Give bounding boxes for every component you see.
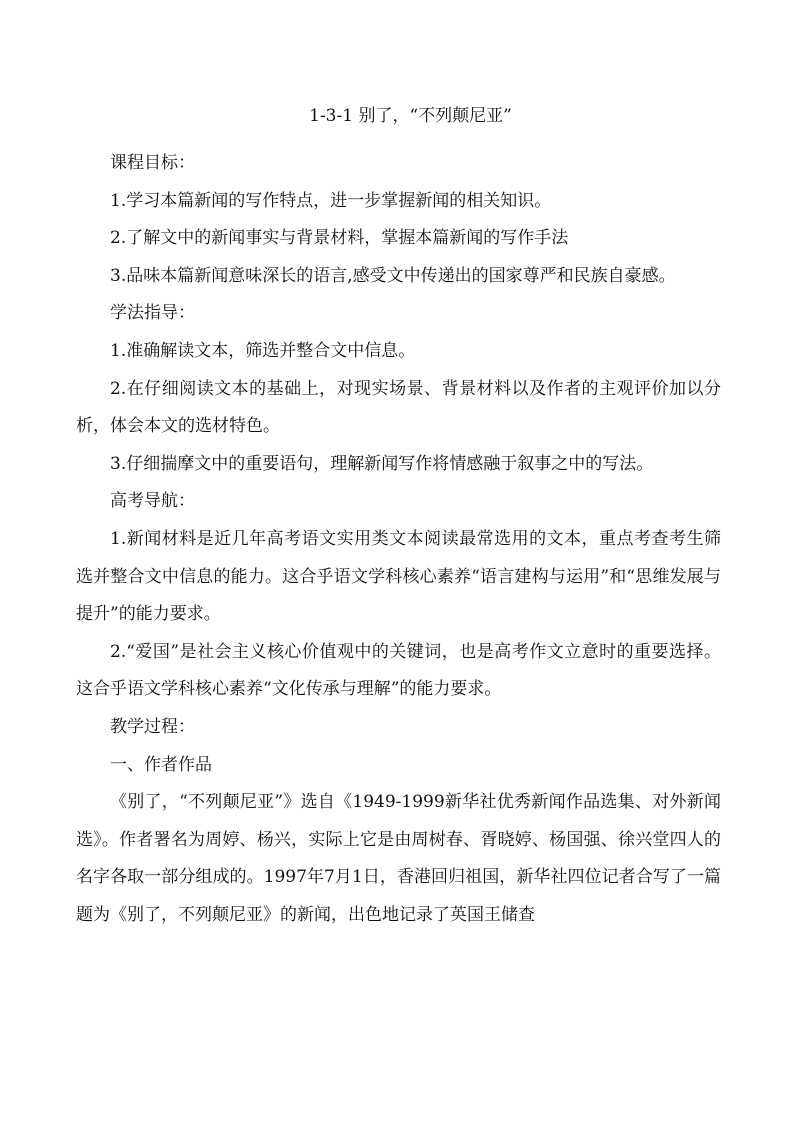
section-heading-study-guide: 学法指导： bbox=[110, 303, 195, 324]
course-goal-item: 3.品味本篇新闻意味深长的语言,感受文中传递出的国家尊严和民族自豪感。 bbox=[110, 265, 676, 286]
section-heading-teaching-process: 教学过程： bbox=[110, 716, 195, 737]
course-goal-item: 2.了解文中的新闻事实与背景材料，掌握本篇新闻的写作手法 bbox=[110, 228, 569, 249]
section-heading-exam-guide: 高考导航： bbox=[110, 491, 195, 512]
document-title: 1-3-1 别了，“不列颠尼亚” bbox=[309, 106, 512, 126]
body-paragraph: 《别了，“不列颠尼亚”》选自《1949-1999新华社优秀新闻作品选集、对外新闻选》。作者署名为周婷、杨兴，实际上它是由周树春、胥晓婷、杨国强、徐兴堂四人的名字各取一部分组成的。1997年7月1日，香港回归祖国，新华社四位记者合写了一篇题为《别了，不列颠尼亚》的新闻，出色地记录了英国王储查 bbox=[76, 792, 721, 925]
study-guide-item: 3.仔细揣摩文中的重要语句，理解新闻写作将情感融于叙事之中的写法。 bbox=[110, 453, 654, 474]
study-guide-item: 1.准确解读文本，筛选并整合文中信息。 bbox=[110, 340, 416, 361]
document-body bbox=[76, 101, 721, 934]
exam-guide-item: 1.新闻材料是近几年高考语文实用类文本阅读最常选用的文本，重点考查考生筛选并整合文中信息的能力。这合乎语文学科核心素养“语言建构与运用”和“思维发展与提升”的能力要求。 bbox=[76, 528, 721, 625]
course-goal-item: 1.学习本篇新闻的写作特点，进一步掌握新闻的相关知识。 bbox=[110, 190, 552, 211]
section-heading-course-goals: 课程目标： bbox=[110, 153, 195, 173]
subsection-heading-author-works: 一、作者作品 bbox=[110, 754, 212, 775]
study-guide-item: 2.在仔细阅读文本的基础上，对现实场景、背景材料以及作者的主观评价加以分析，体会本文的选材特色。 bbox=[76, 378, 721, 437]
exam-guide-item: 2.“爱国”是社会主义核心价值观中的关键词，也是高考作文立意时的重要选择。这合乎语文学科核心素养“文化传承与理解”的能力要求。 bbox=[76, 641, 721, 700]
